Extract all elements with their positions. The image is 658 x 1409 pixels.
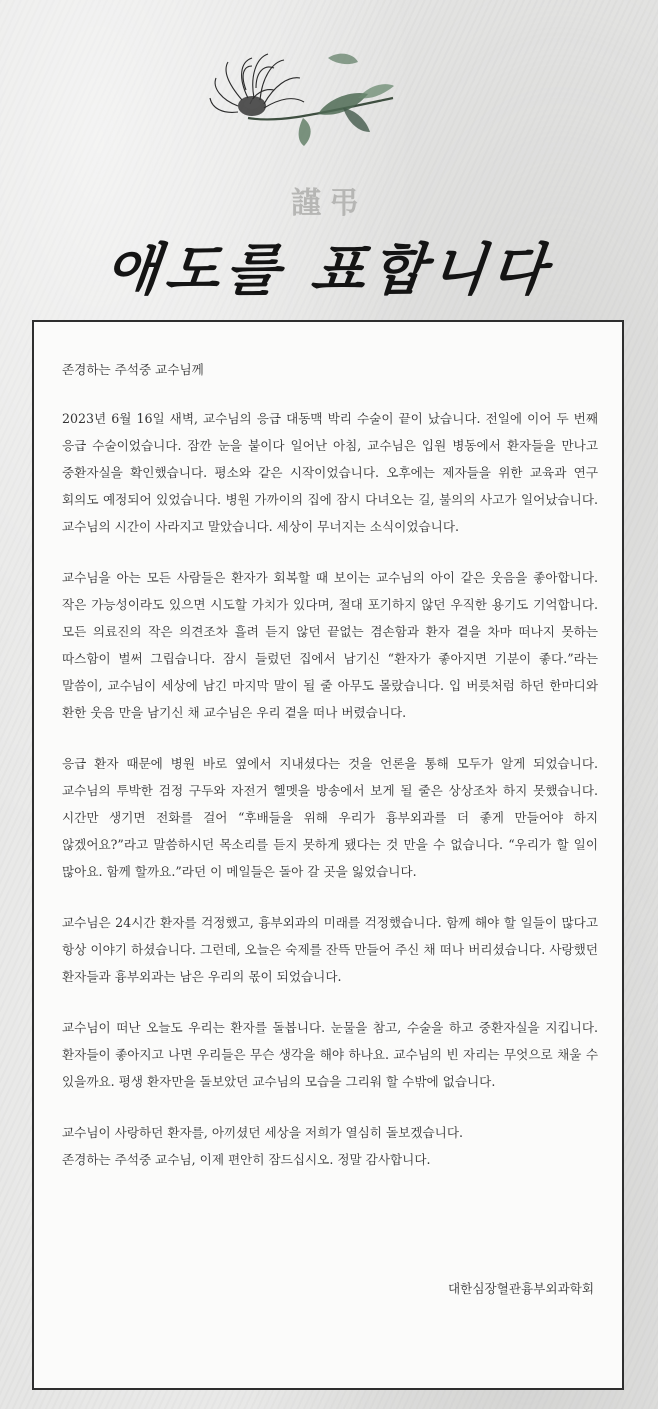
letter-paragraph: 응급 환자 때문에 병원 바로 옆에서 지내셨다는 것을 언론을 통해 모두가 알게 되었습니다. 교수님의 투박한 검정 구두와 자전거 헬멧을 방송에서 보게 될 줄은 상상조차 하지 못했습니다. 시간만 생기면 전화를 걸어 “후배들을 위해 우리가 흉부외과를 더 좋게 만들어야 하지 않겠어요?”라고 말씀하시던 목소리를 듣지 못하게 됐다는 것 만을 수 없습니다. “우리가 할 일이 많아요. 함께 할까요.”라던 이 메일들은 돌아 갈 곳을 잃었습니다. xyxy=(62,756,598,879)
letter-frame xyxy=(32,320,624,1390)
letter-paragraph: 교수님이 떠난 오늘도 우리는 환자를 돌봅니다. 눈물을 참고, 수술을 하고 중환자실을 지킵니다. 환자들이 좋아지고 나면 우리들은 무슨 생각을 해야 하나요. 교수님의 빈 자리는 무엇으로 채울 수 있을까요. 평생 환자만을 돌보았던 교수님의 모습을 그리워 할 수밖에 없습니다. xyxy=(62,1020,598,1089)
letter-paragraph: 교수님은 24시간 환자를 걱정했고, 흉부외과의 미래를 걱정했습니다. 함께 해야 할 일들이 많다고 항상 이야기 하셨습니다. 그런데, 오늘은 숙제를 잔뜩 만들어 주신 채 떠나 버리셨습니다. 사랑했던 환자들과 흉부외과는 남은 우리의 몫이 되었습니다. xyxy=(62,915,598,984)
page-title: 애도를 표합니다 xyxy=(102,237,556,303)
letter-paragraph: 2023년 6월 16일 새벽, 교수님의 응급 대동맥 박리 수술이 끝이 났습니다. 전일에 이어 두 번째 응급 수술이었습니다. 잠깐 눈을 붙이다 일어난 아침, 교수님은 입원 병동에서 환자들을 만나고 중환자실을 확인했습니다. 평소와 같은 시작이었습니다. 오후에는 제자들을 위한 교육과 연구 회의도 예정되어 있었습니다. 병원 가까이의 집에 잠시 다녀오는 길, 불의의 사고가 일어났습니다. 교수님의 시간이 사라지고 말았습니다. 세상이 무너지는 소식이었습니다. xyxy=(62,411,598,534)
salutation: 존경하는 주석중 교수님께 xyxy=(62,362,204,377)
chrysanthemum-icon xyxy=(208,28,398,148)
signature: 대한심장혈관흉부외과학회 xyxy=(448,1281,594,1296)
letter-body xyxy=(62,356,598,1173)
seal-text: 謹弔 xyxy=(291,186,367,221)
letter-paragraph: 교수님을 아는 모든 사람들은 환자가 회복할 때 보이는 교수님의 아이 같은 웃음을 좋아합니다. 작은 가능성이라도 있으면 시도할 가치가 있다며, 절대 포기하지 않던 우직한 용기도 기억합니다. 모든 의료진의 작은 의견조차 흘려 듣지 않던 끝없는 겸손함과 환자 곁을 차마 떠나지 못하는 따스함이 벌써 그립습니다. 잠시 들렀던 집에서 남기신 “환자가 좋아지면 기분이 좋다.”라는 말씀이, 교수님이 세상에 남긴 마지막 말이 될 줄 아무도 몰랐습니다. 입 버릇처럼 하던 한마디와 환한 웃음 만을 남기신 채 교수님은 우리 곁을 떠나 버렸습니다. xyxy=(62,570,598,720)
memorial-header xyxy=(0,0,658,318)
closing-line: 존경하는 주석중 교수님, 이제 편안히 잠드십시오. 정말 감사합니다. xyxy=(62,1152,431,1167)
closing-line: 교수님이 사랑하던 환자를, 아끼셨던 세상을 저희가 열심히 돌보겠습니다. xyxy=(62,1125,463,1140)
